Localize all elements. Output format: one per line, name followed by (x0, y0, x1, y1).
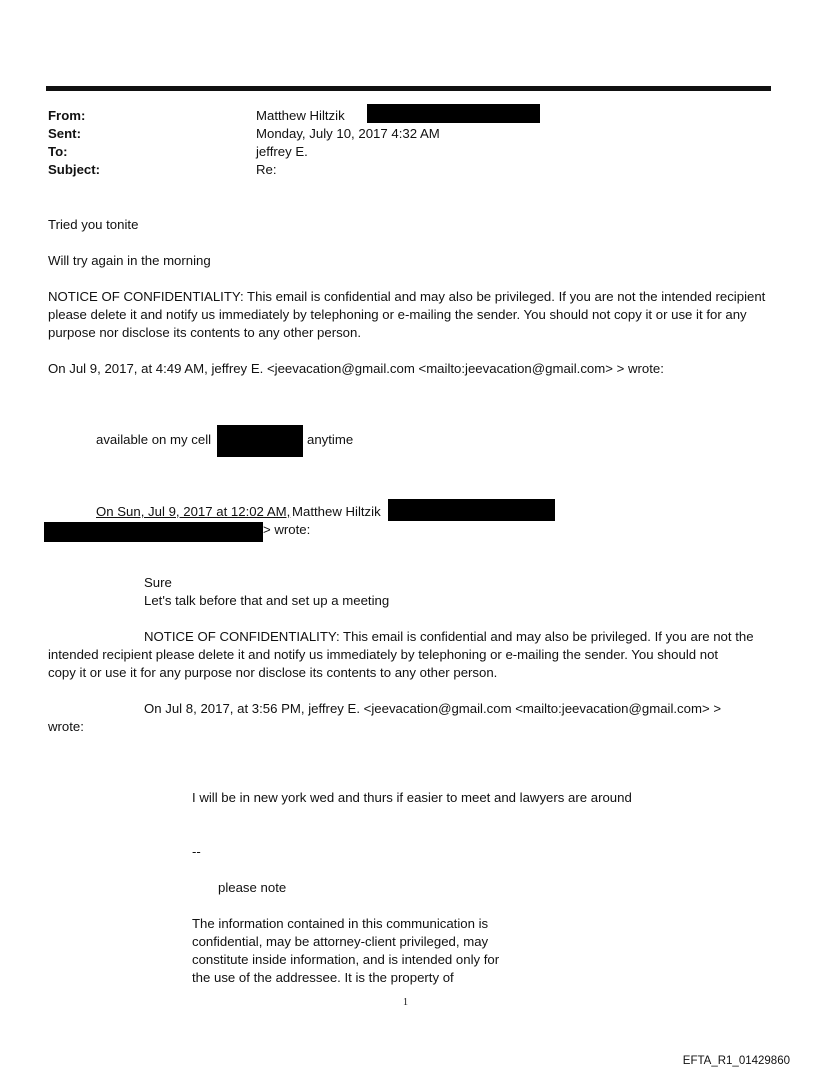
redaction-block (367, 104, 540, 123)
confidentiality-notice: copy it or use it for any purpose nor disclose its contents to any other person. (48, 665, 498, 680)
disclaimer-line: The information contained in this communication is (192, 916, 489, 931)
confidentiality-notice: NOTICE OF CONFIDENTIALITY: This email is confidential and may also be privileged. If you are not the (144, 629, 754, 644)
quote-header: On Jul 9, 2017, at 4:49 AM, jeffrey E. <jeevacation@gmail.com <mailto:jeevacation@gmail.com> > wrote: (48, 361, 664, 376)
signature-separator: -- (192, 844, 201, 859)
from-label: From: (48, 108, 86, 123)
sent-value: Monday, July 10, 2017 4:32 AM (256, 126, 440, 141)
disclaimer-line: confidential, may be attorney-client privileged, may (192, 934, 489, 949)
cell-text: available on my cell (96, 432, 212, 447)
quote-wrote: > wrote: (263, 522, 311, 537)
quote-header: On Jul 8, 2017, at 3:56 PM, jeffrey E. <jeevacation@gmail.com <mailto:jeevacation@gmail.com> > (144, 701, 722, 716)
body-line: Sure (144, 575, 172, 590)
disclaimer-line: the use of the addressee. It is the property of (192, 970, 454, 985)
redaction-block (217, 425, 303, 457)
body-line: Will try again in the morning (48, 253, 211, 268)
to-value: jeffrey E. (256, 144, 308, 159)
quote-header: wrote: (48, 719, 84, 734)
body-line: I will be in new york wed and thurs if easier to meet and lawyers are around (192, 790, 632, 805)
quote-header: On Sun, Jul 9, 2017 at 12:02 AM, (96, 504, 291, 519)
header-rule (46, 86, 771, 91)
confidentiality-notice: NOTICE OF CONFIDENTIALITY: This email is confidential and may also be privileged. If you are not the intended recipient please delete it and notify us immediately by telephoning or e-mailing the sender. You should not copy it or use it for any purpose nor disclose its contents to any other person. (48, 289, 766, 340)
redaction-block (388, 499, 555, 521)
redaction-block (44, 522, 263, 542)
quote-header-name: Matthew Hiltzik (292, 504, 381, 519)
disclaimer-line: constitute inside information, and is intended only for (192, 952, 500, 967)
cell-text-after: anytime (307, 432, 354, 447)
subject-value: Re: (256, 162, 277, 177)
subject-label: Subject: (48, 162, 101, 177)
from-value: Matthew Hiltzik (256, 108, 345, 123)
document-id: EFTA_R1_01429860 (682, 1055, 790, 1067)
body-line: Let's talk before that and set up a meeting (144, 593, 390, 608)
body-line: Tried you tonite (48, 217, 139, 232)
to-label: To: (48, 144, 68, 159)
page-number: 1 (403, 997, 408, 1008)
sent-label: Sent: (48, 126, 81, 141)
confidentiality-notice: intended recipient please delete it and notify us immediately by telephoning or e-mailing the sender. You should not (48, 647, 719, 662)
body-line: please note (218, 880, 287, 895)
